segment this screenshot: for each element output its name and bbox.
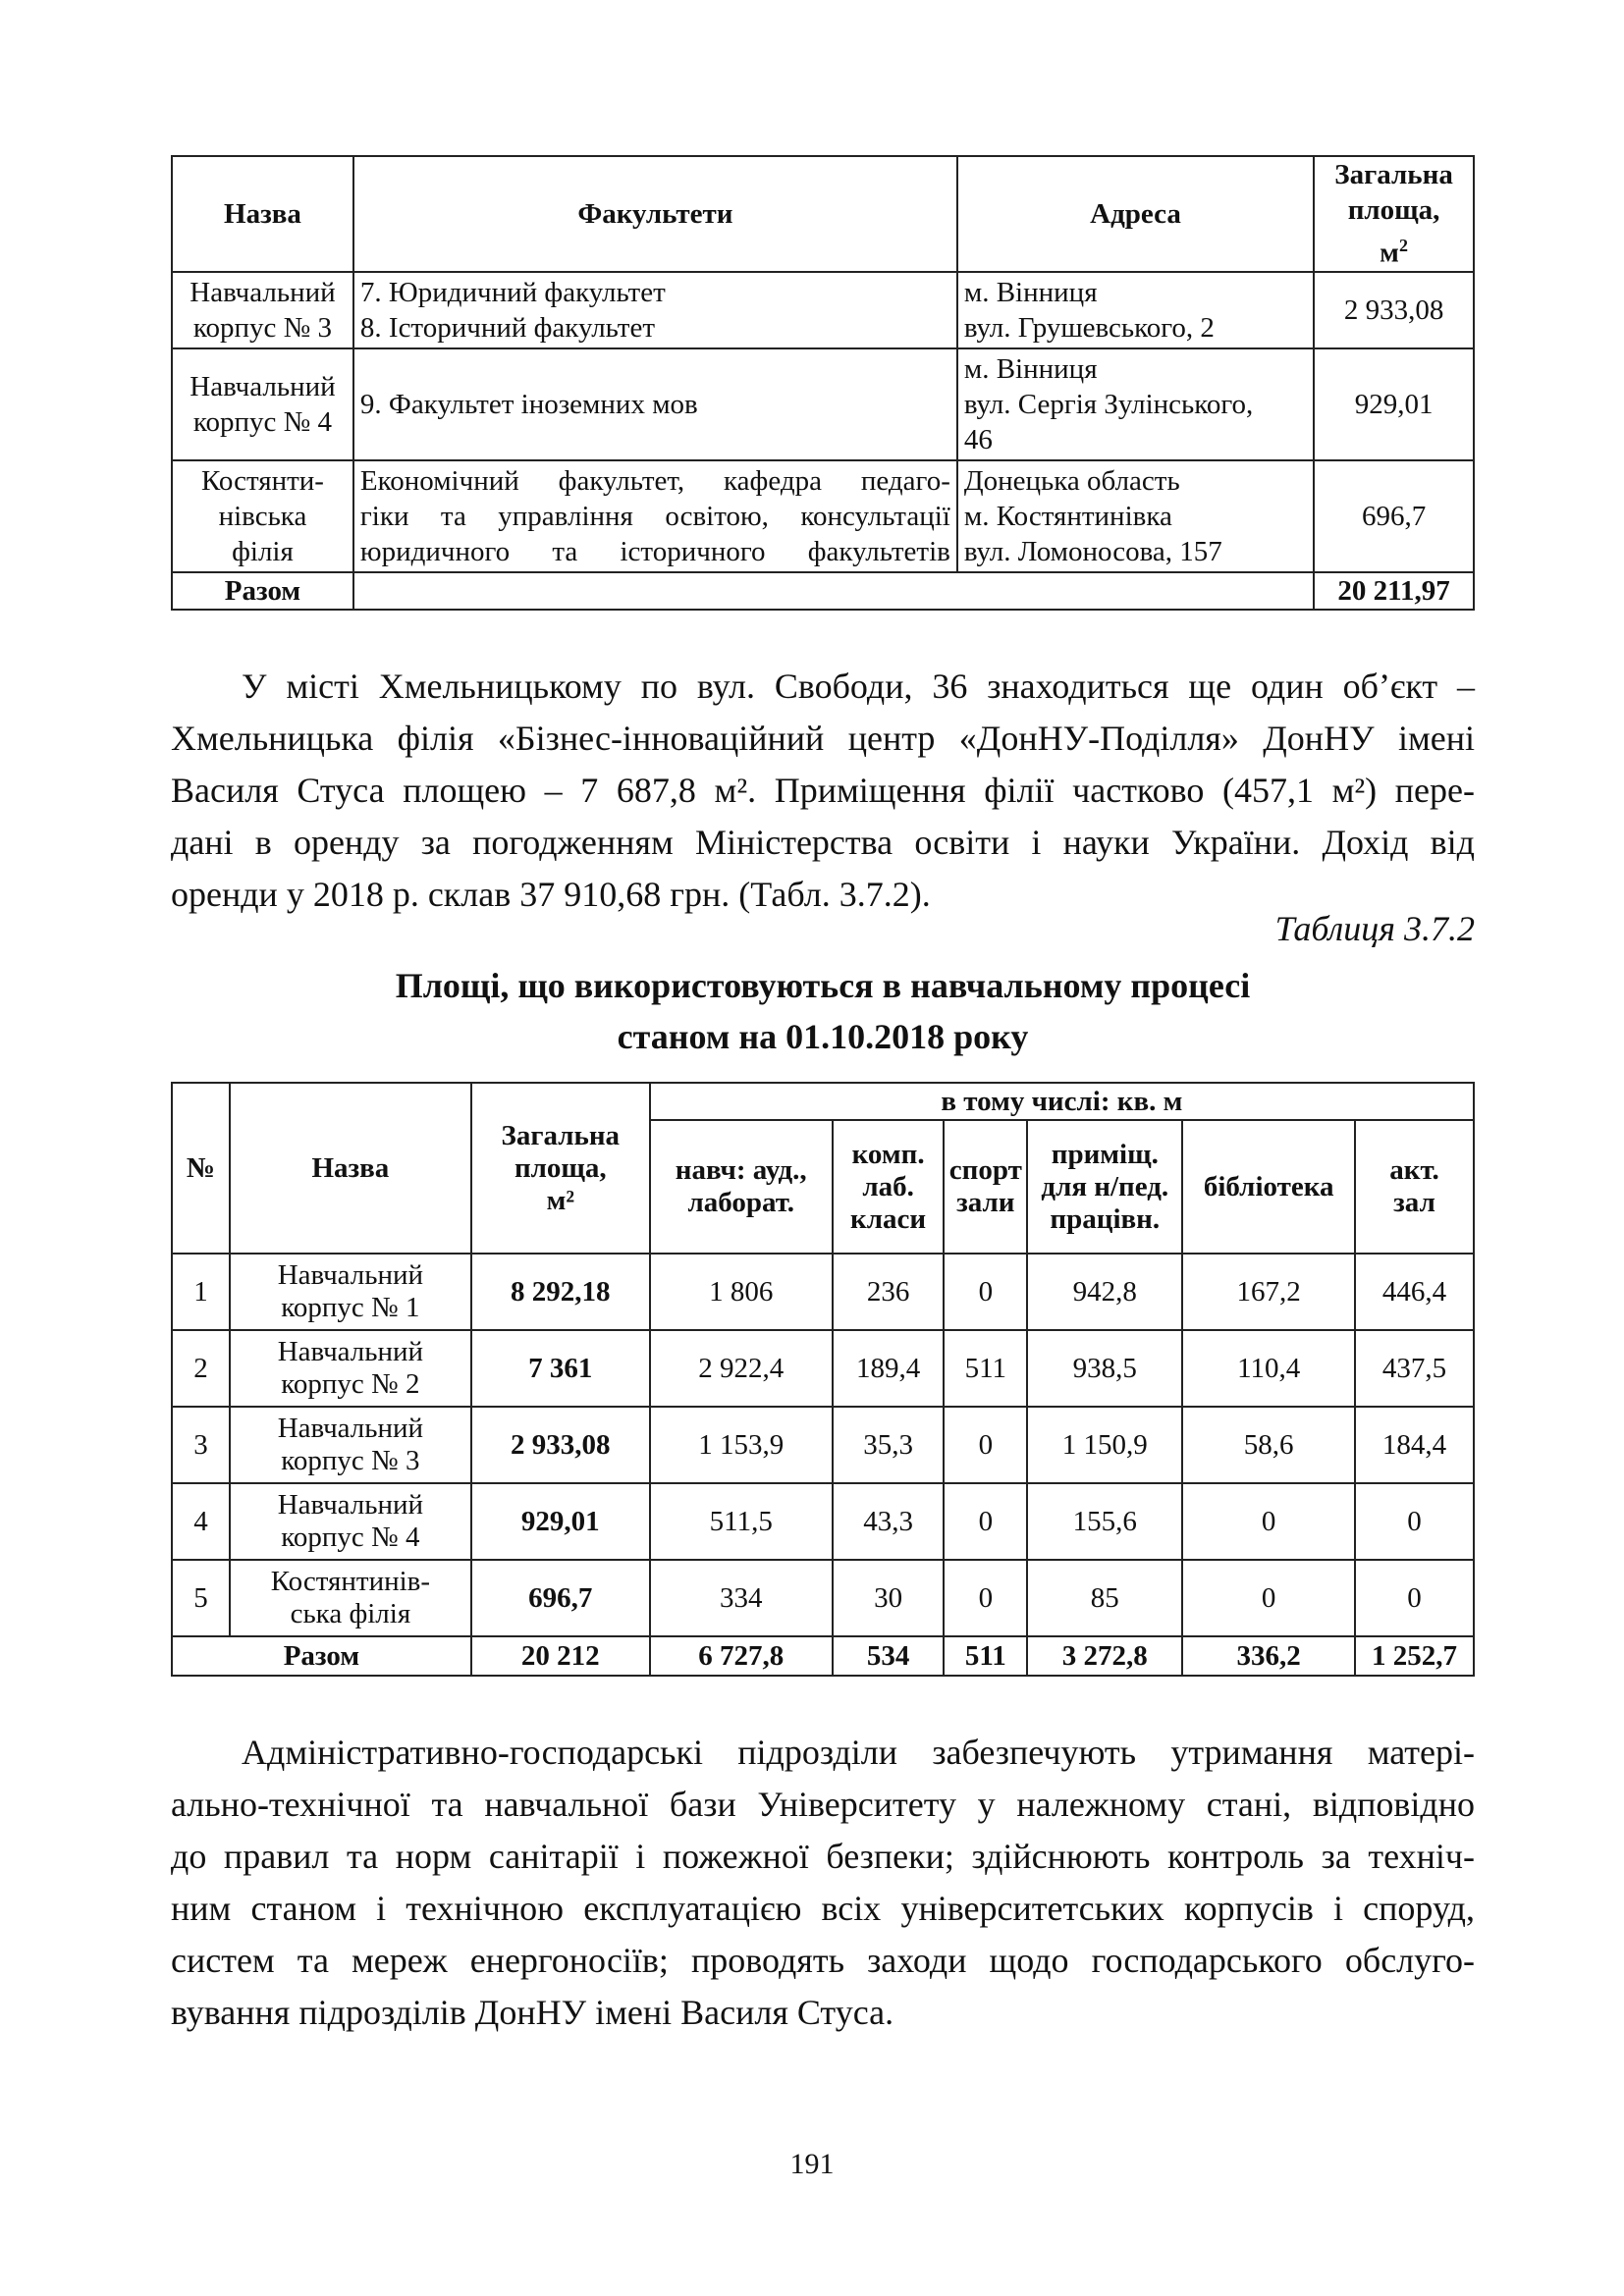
cell-value: 511,5	[650, 1483, 833, 1560]
cell-value: 437,5	[1355, 1330, 1474, 1407]
cell-name: Навчальний корпус № 3	[230, 1407, 471, 1483]
cell-area: 2 933,08	[1314, 272, 1474, 348]
cell-area: 696,7	[1314, 460, 1474, 572]
cell-value: 155,6	[1027, 1483, 1182, 1560]
facilities-table	[171, 155, 1475, 611]
cell-value: 446,4	[1355, 1254, 1474, 1330]
header-assembly-hall: акт. зал	[1355, 1120, 1474, 1254]
total-area: 20 212	[471, 1636, 650, 1676]
cell-value: 35,3	[833, 1407, 945, 1483]
cell-faculties: Економічний факультет, кафедра педаго- гіки та управління освітою, консультації юридичного та історичного факультетів	[353, 460, 957, 572]
total-value: 511	[944, 1636, 1027, 1676]
cell-value: 58,6	[1182, 1407, 1355, 1483]
cell-value: 1 806	[650, 1254, 833, 1330]
header-faculties: Факультети	[353, 156, 957, 272]
cell-value: 0	[1182, 1560, 1355, 1636]
cell-num: 4	[172, 1483, 230, 1560]
cell-total-area: 8 292,18	[471, 1254, 650, 1330]
total-row	[172, 1636, 1474, 1676]
cell-address: м. Вінниця вул. Грушевського, 2	[957, 272, 1314, 348]
table-title: Площі, що використовуються в навчальному процесі станом на 01.10.2018 року	[395, 966, 1251, 1056]
cell-total-area: 7 361	[471, 1330, 650, 1407]
areas-table	[171, 1082, 1475, 1677]
total-value: 6 727,8	[650, 1636, 833, 1676]
cell-total-area: 929,01	[471, 1483, 650, 1560]
cell-area: 929,01	[1314, 348, 1474, 460]
cell-name: Костянтинів- ська філія	[230, 1560, 471, 1636]
header-name: Назва	[230, 1083, 471, 1254]
cell-name: Навчальний корпус № 4	[230, 1483, 471, 1560]
cell-value: 942,8	[1027, 1254, 1182, 1330]
table-row	[172, 348, 1474, 460]
cell-name: Навчальний корпус № 2	[230, 1330, 471, 1407]
header-total-area: Загальна площа, м²	[471, 1083, 650, 1254]
cell-faculties: 7. Юридичний факультет 8. Історичний факультет	[353, 272, 957, 348]
cell-value: 0	[944, 1407, 1027, 1483]
cell-name: Навчальний корпус № 1	[230, 1254, 471, 1330]
table-label: Таблиця 3.7.2	[1274, 909, 1475, 948]
cell-value: 43,3	[833, 1483, 945, 1560]
table-row	[172, 1407, 1474, 1483]
total-row	[172, 572, 1474, 610]
cell-num: 1	[172, 1254, 230, 1330]
cell-address: м. Вінниця вул. Сергія Зулінського, 46	[957, 348, 1314, 460]
total-value: 1 252,7	[1355, 1636, 1474, 1676]
table-row	[172, 272, 1474, 348]
cell-num: 2	[172, 1330, 230, 1407]
total-label: Разом	[172, 1636, 471, 1676]
cell-value: 2 922,4	[650, 1330, 833, 1407]
header-num: №	[172, 1083, 230, 1254]
cell-value: 0	[944, 1254, 1027, 1330]
table-row	[172, 1330, 1474, 1407]
cell-value: 0	[1182, 1483, 1355, 1560]
cell-address: Донецька область м. Костянтинівка вул. Ломоносова, 157	[957, 460, 1314, 572]
cell-faculties: 9. Факультет іноземних мов	[353, 348, 957, 460]
header-address: Адреса	[957, 156, 1314, 272]
cell-name: Навчальний корпус № 4	[172, 348, 353, 460]
cell-name: Навчальний корпус № 3	[172, 272, 353, 348]
header-library: бібліотека	[1182, 1120, 1355, 1254]
total-value: 3 272,8	[1027, 1636, 1182, 1676]
cell-name: Костянти- нівська філія	[172, 460, 353, 572]
paragraph-khmelnytskyi: У місті Хмельницькому по вул. Свободи, 36 знаходиться ще один об’єкт – Хмельницька філія «Бізнес-інноваційний центр «ДонНУ-Поділля» ДонНУ імені Василя Стуса площею – 7 687,8 м². Приміщення філії частково (457,1 м²) пере- дані в оренду за погодженням Міністерства освіти і науки України. Дохід від оренди у 2018 р. склав 37 910,68 грн. (Табл. 3.7.2).	[171, 667, 1475, 914]
cell-value: 30	[833, 1560, 945, 1636]
cell-value: 236	[833, 1254, 945, 1330]
cell-value: 110,4	[1182, 1330, 1355, 1407]
header-computer-labs: комп. лаб. класи	[833, 1120, 945, 1254]
header-auditoriums: навч: ауд., лаборат.	[650, 1120, 833, 1254]
table-row	[172, 1560, 1474, 1636]
cell-value: 0	[944, 1483, 1027, 1560]
header-area: Загальна площа, $м^2$	[1314, 156, 1474, 272]
cell-value: 0	[1355, 1560, 1474, 1636]
total-value: 20 211,97	[1314, 572, 1474, 610]
total-value: 534	[833, 1636, 945, 1676]
cell-value: 189,4	[833, 1330, 945, 1407]
header-sport-halls: спорт зали	[944, 1120, 1027, 1254]
cell-value: 334	[650, 1560, 833, 1636]
cell-value: 938,5	[1027, 1330, 1182, 1407]
cell-num: 3	[172, 1407, 230, 1483]
header-staff-rooms: приміщ. для н/пед. працівн.	[1027, 1120, 1182, 1254]
cell-value: 184,4	[1355, 1407, 1474, 1483]
total-value: 336,2	[1182, 1636, 1355, 1676]
table-row	[172, 1483, 1474, 1560]
cell-total-area: 2 933,08	[471, 1407, 650, 1483]
header-group: в тому числі: кв. м	[650, 1083, 1474, 1120]
table-row	[172, 460, 1474, 572]
table-row	[172, 1254, 1474, 1330]
cell-value: 85	[1027, 1560, 1182, 1636]
total-empty	[353, 572, 1314, 610]
cell-value: 1 150,9	[1027, 1407, 1182, 1483]
paragraph-administration: Адміністративно-господарські підрозділи забезпечують утримання матері- ально-технічної та навчальної бази Університету у належному стані, відповідно до правил та норм санітарії і пожежної безпеки; здійснюють контроль за техніч- ним станом і технічною експлуатацією всіх університетських корпусів і споруд, систем та мереж енергоносіїв; проводять заходи щодо господарського обслуго- вування підрозділів ДонНУ імені Василя Стуса.	[171, 1733, 1475, 2032]
cell-value: 167,2	[1182, 1254, 1355, 1330]
cell-value: 0	[944, 1560, 1027, 1636]
cell-num: 5	[172, 1560, 230, 1636]
page-number: 191	[789, 2148, 835, 2180]
cell-value: 511	[944, 1330, 1027, 1407]
header-name: Назва	[172, 156, 353, 272]
cell-value: 1 153,9	[650, 1407, 833, 1483]
cell-value: 0	[1355, 1483, 1474, 1560]
total-label: Разом	[172, 572, 353, 610]
cell-total-area: 696,7	[471, 1560, 650, 1636]
